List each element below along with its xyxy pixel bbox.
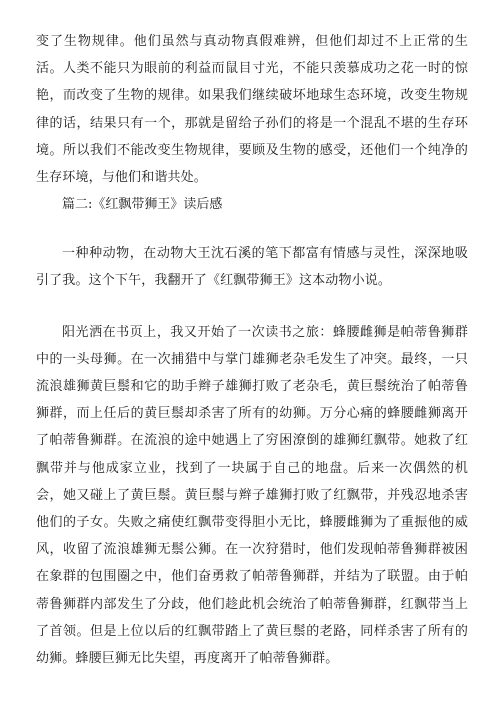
paragraph-story-summary: 阳光洒在书页上，我又开始了一次读书之旅：蜂腰雌狮是帕蒂鲁狮群中的一头母狮。在一次捕猎中与掌门雄狮老杂毛发生了冲突。最终，一只流浪雄狮黄巨鬃和它的助手辫子雄狮打败了老杂毛，黄巨鬃统治了帕蒂鲁狮群，而上任后的黄巨鬃却杀害了所有的幼狮。万分心痛的蜂腰雌狮离开了帕蒂鲁狮群。在流浪的途中她遇上了穷困潦倒的雄狮红飘带。她救了红飘带并与他成家立业，找到了一块属于自己的地盘。后来一次偶然的机会，她又碰上了黄巨鬃。黄巨鬃与辫子雄狮打败了红飘带，并残忍地杀害他们的子女。失败之痛使红飘带变得胆小无比，蜂腰雌狮为了重振他的威风，收留了流浪雄狮无鬃公狮。在一次狩猎时，他们发现帕蒂鲁狮群被困在象群的包围圈之中，他们奋勇救了帕蒂鲁狮群，并结为了联盟。由于帕蒂鲁狮群内部发生了分歧，他们趁此机会统治了帕蒂鲁狮群，红飘带当上了首领。但是上位以后的红飘带踏上了黄巨鬃的老路，同样杀害了所有的幼狮。蜂腰巨狮无比失望，再度离开了帕蒂鲁狮群。 xyxy=(36,324,468,667)
paragraph-intro: 一种种动物，在动物大王沈石溪的笔下都富有情感与灵性，深深地吸引了我。这个下午，我翻开了《红飘带狮王》这本动物小说。 xyxy=(36,246,468,289)
paragraph-ecology-conclusion: 变了生物规律。他们虽然与真动物真假难辨，但他们却过不上正常的生活。人类不能只为眼前的利益而鼠目寸光，不能只羡慕成功之花一时的惊艳，而改变了生物的规律。如果我们继续破坏地球生态环境，改变生物规律的话，结果只有一个，那就是留给子孙们的将是一个混乱不堪的生存环境。所以我们不能改变生物规律，要顾及生物的感受，还他们一个纯净的生存环境，与他们和谐共处。 xyxy=(36,34,468,186)
section-heading: 篇二:《红飘带狮王》读后感 xyxy=(62,197,223,213)
document-page xyxy=(36,28,468,672)
